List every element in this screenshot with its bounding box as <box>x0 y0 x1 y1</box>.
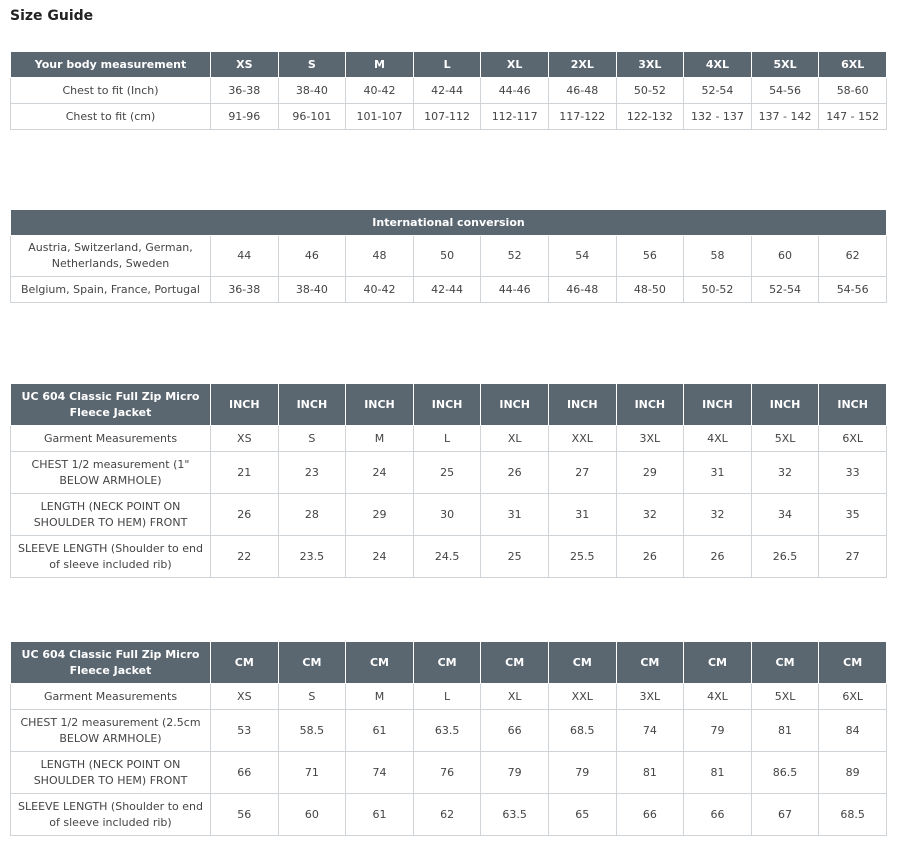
body-measurement-table <box>10 51 887 130</box>
table-cell: 71 <box>278 752 346 794</box>
table-header-cell: INCH <box>278 384 346 426</box>
table-cell: 30 <box>413 494 481 536</box>
garment-inch-table <box>10 383 887 578</box>
table-cell: 74 <box>616 710 684 752</box>
table-cell: 58.5 <box>278 710 346 752</box>
table-cell: 91-96 <box>211 104 279 130</box>
table-cell: 23.5 <box>278 536 346 578</box>
table-cell: L <box>413 426 481 452</box>
table-cell: 81 <box>684 752 752 794</box>
table-header-cell: CM <box>684 642 752 684</box>
table-row <box>11 104 887 130</box>
table-cell: 4XL <box>684 426 752 452</box>
table-cell: 48 <box>346 236 414 277</box>
table-cell: 33 <box>819 452 887 494</box>
table-cell: M <box>346 426 414 452</box>
table-cell: 60 <box>278 794 346 836</box>
table-header-cell: CM <box>211 642 279 684</box>
table-cell: 26 <box>481 452 549 494</box>
table-cell: 44-46 <box>481 277 549 303</box>
table-cell: 40-42 <box>346 277 414 303</box>
table-cell: 42-44 <box>413 277 481 303</box>
row-label: Chest to fit (cm) <box>11 104 211 130</box>
table-cell: 29 <box>616 452 684 494</box>
row-label: Austria, Switzerland, German, Netherlands, Sweden <box>11 236 211 277</box>
table-cell: 32 <box>616 494 684 536</box>
table-cell: 54 <box>548 236 616 277</box>
table-cell: 22 <box>211 536 279 578</box>
table-header-cell: CM <box>819 642 887 684</box>
row-label: Belgium, Spain, France, Portugal <box>11 277 211 303</box>
row-label: CHEST 1/2 measurement (1" BELOW ARMHOLE) <box>11 452 211 494</box>
table-cell: 66 <box>481 710 549 752</box>
table-cell: 79 <box>548 752 616 794</box>
table-cell: 96-101 <box>278 104 346 130</box>
table-cell: 4XL <box>684 684 752 710</box>
table-cell: 60 <box>751 236 819 277</box>
table-cell: 81 <box>751 710 819 752</box>
table-cell: 24 <box>346 536 414 578</box>
table-cell: 61 <box>346 794 414 836</box>
table-cell: 66 <box>684 794 752 836</box>
table-cell: 5XL <box>751 684 819 710</box>
table-cell: 36-38 <box>211 78 279 104</box>
table-cell: 66 <box>616 794 684 836</box>
table-cell: 32 <box>751 452 819 494</box>
table-cell: 5XL <box>751 426 819 452</box>
table-cell: 65 <box>548 794 616 836</box>
table-cell: 63.5 <box>481 794 549 836</box>
table-cell: 58-60 <box>819 78 887 104</box>
row-label: Garment Measurements <box>11 684 211 710</box>
table-cell: 26 <box>684 536 752 578</box>
table-header-cell: INCH <box>481 384 549 426</box>
table-cell: 81 <box>616 752 684 794</box>
table-header-cell: CM <box>278 642 346 684</box>
table-cell: 27 <box>548 452 616 494</box>
table-cell: S <box>278 426 346 452</box>
table-cell: 58 <box>684 236 752 277</box>
table-row <box>11 710 887 752</box>
table-cell: 28 <box>278 494 346 536</box>
table-cell: 74 <box>346 752 414 794</box>
table-cell: 25.5 <box>548 536 616 578</box>
table-cell: 89 <box>819 752 887 794</box>
table-header-cell: INCH <box>819 384 887 426</box>
table-cell: 34 <box>751 494 819 536</box>
table-row <box>11 452 887 494</box>
table-header-cell: CM <box>413 642 481 684</box>
table-cell: 44 <box>211 236 279 277</box>
table-cell: 40-42 <box>346 78 414 104</box>
table-header-cell: INCH <box>751 384 819 426</box>
table-header-row <box>11 384 887 426</box>
table-cell: 53 <box>211 710 279 752</box>
table-cell: 101-107 <box>346 104 414 130</box>
table-cell: 31 <box>684 452 752 494</box>
table-cell: 54-56 <box>751 78 819 104</box>
table-cell: 117-122 <box>548 104 616 130</box>
row-label: LENGTH (NECK POINT ON SHOULDER TO HEM) FRONT <box>11 494 211 536</box>
table-header-row <box>11 210 887 236</box>
table-header-cell: CM <box>346 642 414 684</box>
table-cell: 79 <box>684 710 752 752</box>
table-cell: 54-56 <box>819 277 887 303</box>
table-cell: 3XL <box>616 426 684 452</box>
table-header-cell: CM <box>548 642 616 684</box>
row-label: SLEEVE LENGTH (Shoulder to end of sleeve included rib) <box>11 794 211 836</box>
table-cell: 68.5 <box>819 794 887 836</box>
table-cell: 56 <box>211 794 279 836</box>
table-cell: 67 <box>751 794 819 836</box>
table-header-cell: CM <box>481 642 549 684</box>
table-row <box>11 684 887 710</box>
table-cell: 26 <box>616 536 684 578</box>
table-cell: 31 <box>548 494 616 536</box>
table-cell: 26 <box>211 494 279 536</box>
table-row <box>11 277 887 303</box>
table-header-label: UC 604 Classic Full Zip Micro Fleece Jacket <box>11 384 211 426</box>
table-cell: 48-50 <box>616 277 684 303</box>
table-cell: 86.5 <box>751 752 819 794</box>
table-cell: 25 <box>481 536 549 578</box>
table-cell: 52-54 <box>751 277 819 303</box>
table-cell: 35 <box>819 494 887 536</box>
table-cell: 46 <box>278 236 346 277</box>
table-cell: 38-40 <box>278 78 346 104</box>
table-header-cell: INCH <box>684 384 752 426</box>
international-conversion-table <box>10 209 887 303</box>
table-cell: 52 <box>481 236 549 277</box>
table-cell: XS <box>211 684 279 710</box>
table-cell: 52-54 <box>684 78 752 104</box>
table-row <box>11 426 887 452</box>
table-header-label: UC 604 Classic Full Zip Micro Fleece Jacket <box>11 642 211 684</box>
table-cell: 132 - 137 <box>684 104 752 130</box>
table-header-cell: 6XL <box>819 52 887 78</box>
table-header-cell: CM <box>751 642 819 684</box>
table-cell: 147 - 152 <box>819 104 887 130</box>
table-row <box>11 494 887 536</box>
table-header-label: Your body measurement <box>11 52 211 78</box>
table-cell: 137 - 142 <box>751 104 819 130</box>
table-cell: 24 <box>346 452 414 494</box>
table-cell: 23 <box>278 452 346 494</box>
table-cell: 63.5 <box>413 710 481 752</box>
table-cell: 66 <box>211 752 279 794</box>
table-header-cell: INCH <box>211 384 279 426</box>
row-label: SLEEVE LENGTH (Shoulder to end of sleeve included rib) <box>11 536 211 578</box>
table-cell: 50 <box>413 236 481 277</box>
table-cell: 56 <box>616 236 684 277</box>
table-cell: 3XL <box>616 684 684 710</box>
table-row <box>11 752 887 794</box>
table-cell: 122-132 <box>616 104 684 130</box>
table-header-cell: 4XL <box>684 52 752 78</box>
table-header-cell: INCH <box>413 384 481 426</box>
table-cell: 24.5 <box>413 536 481 578</box>
page-title: Size Guide <box>10 8 94 24</box>
table-header-cell: XL <box>481 52 549 78</box>
table-cell: 6XL <box>819 684 887 710</box>
table-cell: 31 <box>481 494 549 536</box>
row-label: LENGTH (NECK POINT ON SHOULDER TO HEM) FRONT <box>11 752 211 794</box>
table-header-cell: 3XL <box>616 52 684 78</box>
table-cell: 21 <box>211 452 279 494</box>
row-label: Garment Measurements <box>11 426 211 452</box>
table-cell: 50-52 <box>684 277 752 303</box>
table-header-cell: INCH <box>548 384 616 426</box>
table-cell: 84 <box>819 710 887 752</box>
table-header-cell: INCH <box>346 384 414 426</box>
table-header-cell: 5XL <box>751 52 819 78</box>
table-cell: 6XL <box>819 426 887 452</box>
table-cell: XL <box>481 426 549 452</box>
table-header-cell: XS <box>211 52 279 78</box>
table-cell: M <box>346 684 414 710</box>
table-cell: 26.5 <box>751 536 819 578</box>
table-cell: 61 <box>346 710 414 752</box>
table-cell: 79 <box>481 752 549 794</box>
table-header-cell: M <box>346 52 414 78</box>
table-header-cell: International conversion <box>11 210 887 236</box>
table-cell: 107-112 <box>413 104 481 130</box>
table-header-cell: L <box>413 52 481 78</box>
table-cell: 62 <box>413 794 481 836</box>
table-cell: XL <box>481 684 549 710</box>
table-header-row <box>11 52 887 78</box>
table-cell: 42-44 <box>413 78 481 104</box>
table-row <box>11 536 887 578</box>
table-row <box>11 236 887 277</box>
table-cell: XXL <box>548 684 616 710</box>
table-cell: 50-52 <box>616 78 684 104</box>
table-cell: 38-40 <box>278 277 346 303</box>
table-header-row <box>11 642 887 684</box>
table-cell: 76 <box>413 752 481 794</box>
table-cell: 62 <box>819 236 887 277</box>
table-cell: 32 <box>684 494 752 536</box>
table-cell: L <box>413 684 481 710</box>
table-cell: 46-48 <box>548 78 616 104</box>
table-row <box>11 794 887 836</box>
table-cell: 44-46 <box>481 78 549 104</box>
table-cell: 27 <box>819 536 887 578</box>
table-header-cell: INCH <box>616 384 684 426</box>
table-cell: 29 <box>346 494 414 536</box>
table-header-cell: CM <box>616 642 684 684</box>
table-header-cell: S <box>278 52 346 78</box>
table-cell: 36-38 <box>211 277 279 303</box>
table-cell: 25 <box>413 452 481 494</box>
table-cell: 68.5 <box>548 710 616 752</box>
table-header-cell: 2XL <box>548 52 616 78</box>
table-row <box>11 78 887 104</box>
table-cell: XS <box>211 426 279 452</box>
garment-cm-table <box>10 641 887 836</box>
row-label: CHEST 1/2 measurement (2.5cm BELOW ARMHOLE) <box>11 710 211 752</box>
table-cell: S <box>278 684 346 710</box>
table-cell: XXL <box>548 426 616 452</box>
table-cell: 112-117 <box>481 104 549 130</box>
table-cell: 46-48 <box>548 277 616 303</box>
row-label: Chest to fit (Inch) <box>11 78 211 104</box>
